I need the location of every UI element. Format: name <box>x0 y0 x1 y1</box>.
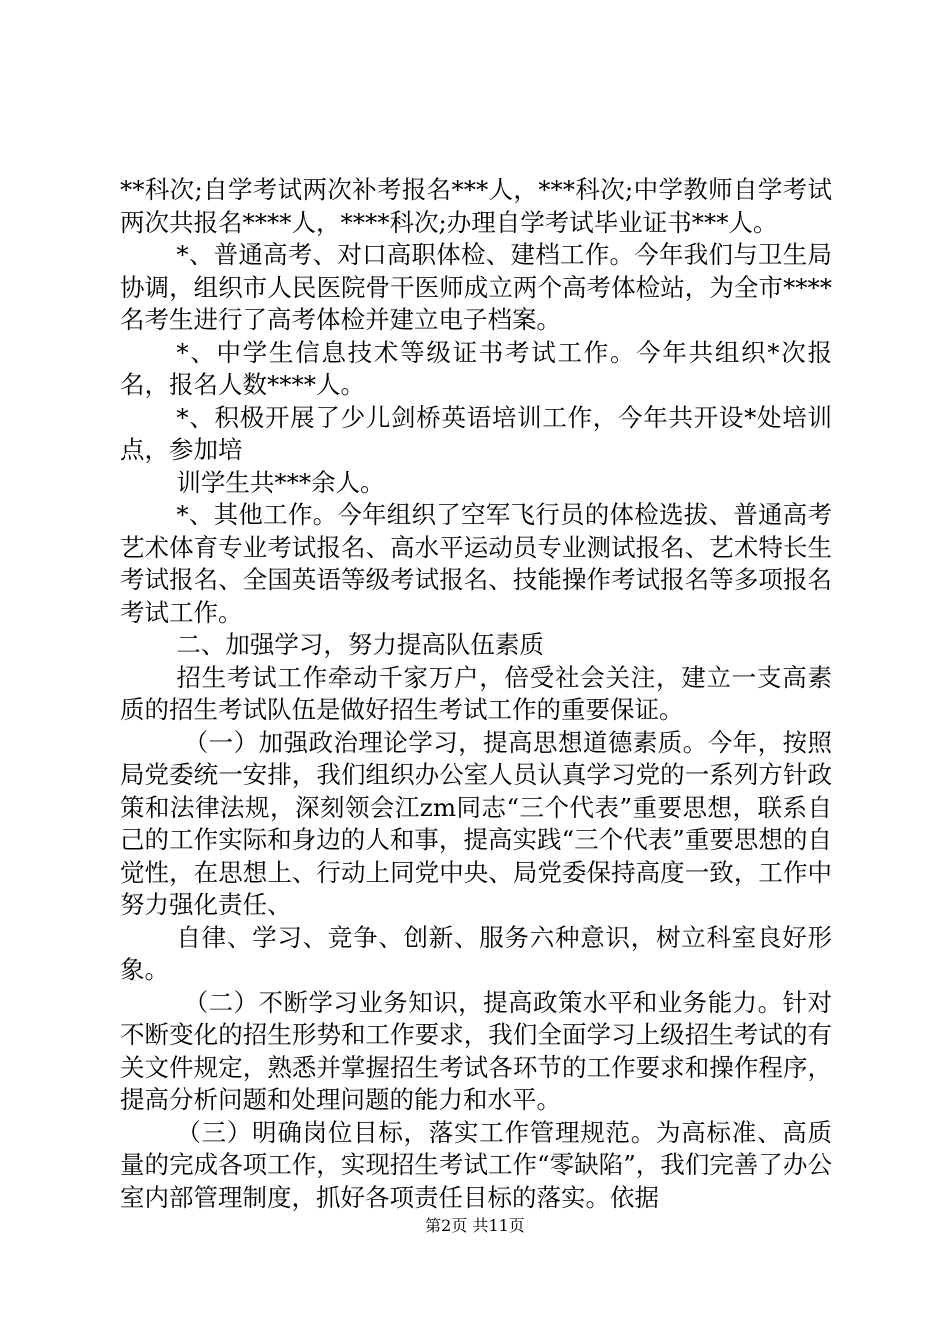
paragraph-7: 招生考试工作牵动千家万户，倍受社会关注，建立一支高素质的招生考试队伍是做好招生考试工作的重要保证。 <box>120 662 832 724</box>
paragraph-11: （三）明确岗位目标，落实工作管理规范。为高标准、高质量的完成各项工作，实现招生考试工作“零缺陷”，我们完善了办公室内部管理制度，抓好各项责任目标的落实。依据 <box>120 1117 832 1212</box>
section-heading-2: 二、加强学习，努力提高队伍素质 <box>176 630 544 659</box>
paragraph-3: *、中学生信息技术等级证书考试工作。今年共组织*次报名，报名人数****人。 <box>120 337 832 399</box>
paragraph-5: 训学生共***余人。 <box>176 467 385 497</box>
paragraph-4: *、积极开展了少儿剑桥英语培训工作，今年共开设*处培训点，参加培 <box>120 402 832 464</box>
page-footer: 第2页 共11页 <box>425 1216 525 1235</box>
paragraph-1: **科次;自学考试两次补考报名***人，***科次;中学教师自学考试两次共报名****人，****科次;办理自学考试毕业证书***人。 <box>120 175 832 237</box>
document-body <box>120 174 832 1214</box>
paragraph-8: （一）加强政治理论学习，提高思想道德素质。今年，按照局党委统一安排，我们组织办公室人员认真学习党的一系列方针政策和法律法规，深刻领会江zm同志“三个代表”重要思想，联系自己的工作实际和身边的人和事，提高实践“三个代表”重要思想的自觉性，在思想上、行动上同党中央、局党委保持高度一致，工作中努力强化责任、 <box>120 727 832 919</box>
paragraph-2: *、普通高考、对口高职体检、建档工作。今年我们与卫生局协调，组织市人民医院骨干医师成立两个高考体检站，为全市****名考生进行了高考体检并建立电子档案。 <box>120 240 832 334</box>
paragraph-9: 自律、学习、竞争、创新、服务六种意识，树立科室良好形象。 <box>120 922 832 984</box>
paragraph-10: （二）不断学习业务知识，提高政策水平和业务能力。针对不断变化的招生形势和工作要求，我们全面学习上级招生考试的有关文件规定，熟悉并掌握招生考试各环节的工作要求和操作程序，提高分析问题和处理问题的能力和水平。 <box>120 987 832 1114</box>
paragraph-6: *、其他工作。今年组织了空军飞行员的体检选拔、普通高考艺术体育专业考试报名、高水平运动员专业测试报名、艺术特长生考试报名、全国英语等级考试报名、技能操作考试报名等多项报名考试工作。 <box>120 500 832 627</box>
